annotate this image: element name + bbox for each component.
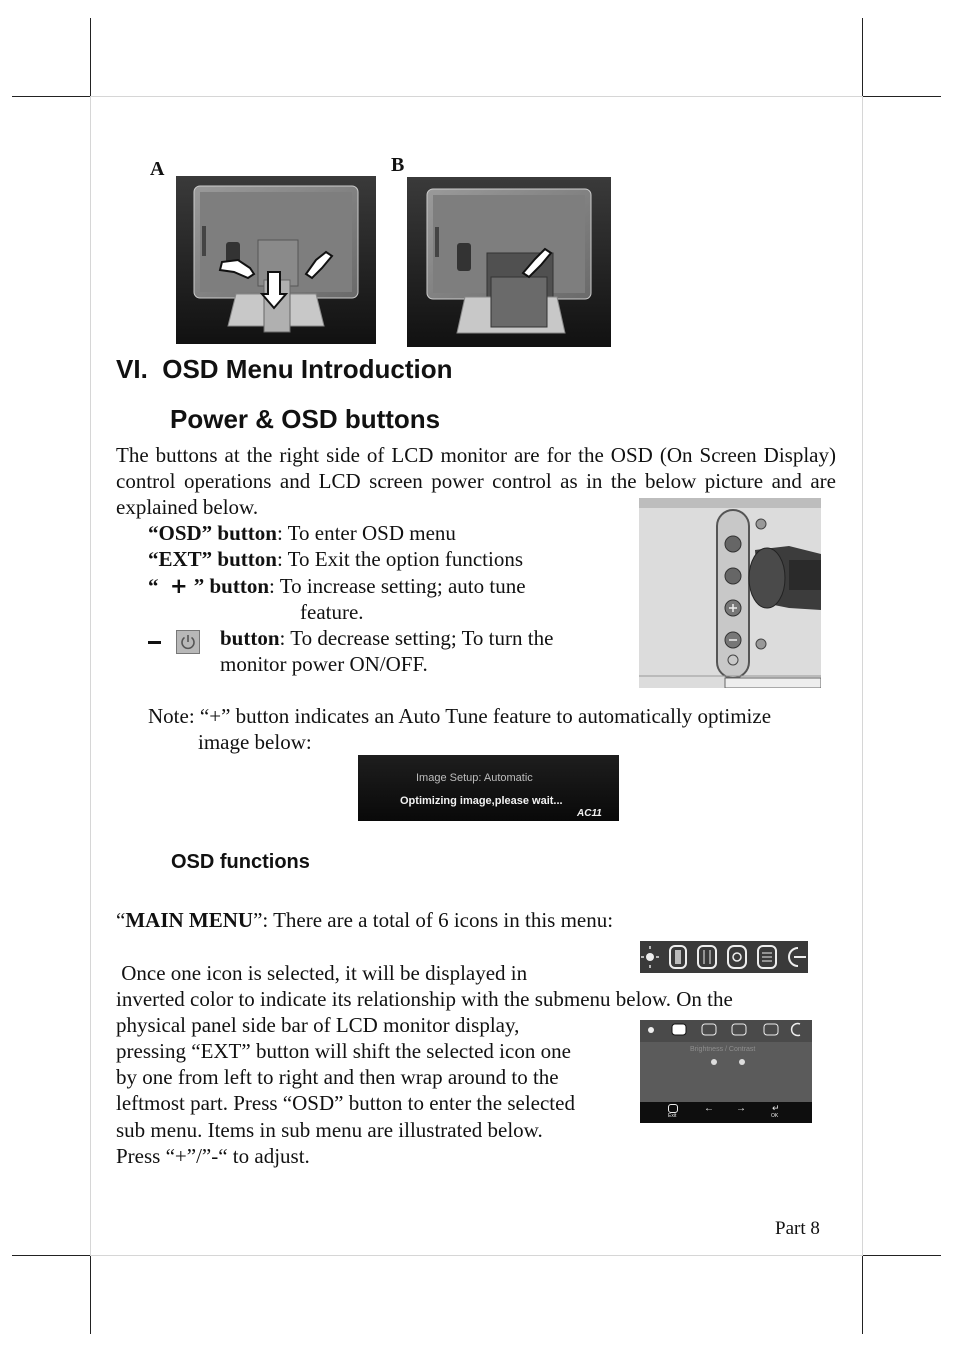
page-number: Part 8 bbox=[775, 1218, 820, 1239]
submenu-nav-bar bbox=[640, 1102, 812, 1123]
page-frame bbox=[862, 96, 863, 1256]
autotune-title: Image Setup: Automatic bbox=[416, 772, 533, 784]
plus-button-desc-cont: feature. bbox=[300, 600, 364, 624]
monitor-rear-photo-a bbox=[176, 176, 376, 344]
minus-button-desc-cont: monitor power ON/OFF. bbox=[220, 652, 428, 676]
right-arrow-icon: → bbox=[736, 1103, 746, 1114]
submenu-contrast-icon bbox=[739, 1059, 745, 1065]
submenu-title: Brightness / Contrast bbox=[690, 1046, 756, 1053]
body-line: leftmost part. Press “OSD” button to enter the selected bbox=[116, 1091, 575, 1115]
page-frame bbox=[90, 96, 91, 1256]
minus-icon bbox=[148, 641, 161, 644]
image-setup-icon bbox=[672, 1024, 686, 1035]
crop-mark bbox=[862, 1256, 863, 1334]
brightness-icon bbox=[641, 946, 659, 968]
crop-mark bbox=[90, 18, 91, 96]
brightness-icon bbox=[648, 1027, 654, 1033]
monitor-rear-photo-b bbox=[407, 177, 611, 347]
image-setup-icon bbox=[670, 946, 686, 968]
power-icon bbox=[176, 630, 200, 654]
subsection-title: Power & OSD buttons bbox=[170, 404, 441, 434]
page-frame bbox=[90, 96, 863, 97]
osd-button-desc: “OSD” button: To enter OSD menu bbox=[148, 521, 456, 545]
plus-button-desc: “ + ” button: To increase setting; auto tune bbox=[148, 574, 526, 598]
enter-icon: ↵ bbox=[772, 1103, 780, 1113]
main-menu-icons bbox=[640, 941, 808, 973]
menu-list-icon bbox=[758, 946, 776, 968]
body-line: Press “+”/”-“ to adjust. bbox=[116, 1144, 310, 1168]
body-line: sub menu. Items in sub menu are illustrated below. bbox=[116, 1118, 543, 1142]
crop-mark bbox=[12, 1255, 90, 1256]
main-menu-text: “MAIN MENU”: There are a total of 6 icons in this menu: bbox=[116, 908, 614, 932]
minus-button-label: button bbox=[220, 626, 280, 650]
main-menu-label: MAIN MENU bbox=[125, 908, 254, 932]
intro-paragraph: The buttons at the right side of LCD monitor are for the OSD (On Screen Display) control operations and LCD screen power control as in the below picture and are explained below. bbox=[116, 443, 836, 519]
left-arrow-icon: ← bbox=[704, 1103, 714, 1114]
osd-button-label: “OSD” button bbox=[148, 521, 277, 545]
body-line: by one from left to right and then wrap around to the bbox=[116, 1065, 559, 1089]
section-title: VI. OSD Menu Introduction bbox=[116, 354, 453, 384]
body-line: Once one icon is selected, it will be displayed in bbox=[116, 961, 528, 985]
crop-mark bbox=[12, 96, 90, 97]
crop-mark bbox=[863, 1255, 941, 1256]
note-text-cont: image below: bbox=[198, 730, 312, 754]
exit-icon bbox=[789, 948, 806, 966]
ext-button-label: “EXT” button bbox=[148, 547, 277, 571]
crop-mark bbox=[863, 96, 941, 97]
autotune-message: Optimizing image,please wait... bbox=[400, 795, 563, 807]
page-frame bbox=[90, 1255, 863, 1256]
crop-mark bbox=[90, 1256, 91, 1334]
submenu-brightness-icon bbox=[711, 1059, 717, 1065]
body-line: inverted color to indicate its relationship with the submenu below. On the bbox=[116, 987, 733, 1011]
plus-icon: + bbox=[169, 574, 188, 598]
submenu-ok-label: OK bbox=[771, 1113, 779, 1119]
tools-icon bbox=[728, 946, 746, 968]
autotune-code: AC11 bbox=[577, 808, 602, 819]
figure-label-b: B bbox=[391, 154, 405, 176]
osd-functions-title: OSD functions bbox=[171, 851, 310, 873]
note-text: Note: “+” button indicates an Auto Tune feature to automatically optimize bbox=[148, 704, 772, 728]
figure-label-a: A bbox=[150, 158, 165, 180]
plus-button-label: ” button bbox=[193, 574, 270, 598]
exit-icon bbox=[668, 1104, 678, 1113]
submenu-screen bbox=[640, 1020, 812, 1123]
crop-mark bbox=[862, 18, 863, 96]
ext-button-desc: “EXT” button: To Exit the option functions bbox=[148, 547, 523, 571]
autotune-screen bbox=[358, 755, 619, 821]
submenu-exit-label: Exit bbox=[668, 1113, 677, 1119]
side-panel-photo bbox=[639, 498, 821, 688]
color-icon bbox=[698, 946, 716, 968]
minus-button-desc: button: To decrease setting; To turn the bbox=[220, 626, 554, 650]
body-line: pressing “EXT” button will shift the selected icon one bbox=[116, 1039, 571, 1063]
body-line: physical panel side bar of LCD monitor display, bbox=[116, 1013, 520, 1037]
